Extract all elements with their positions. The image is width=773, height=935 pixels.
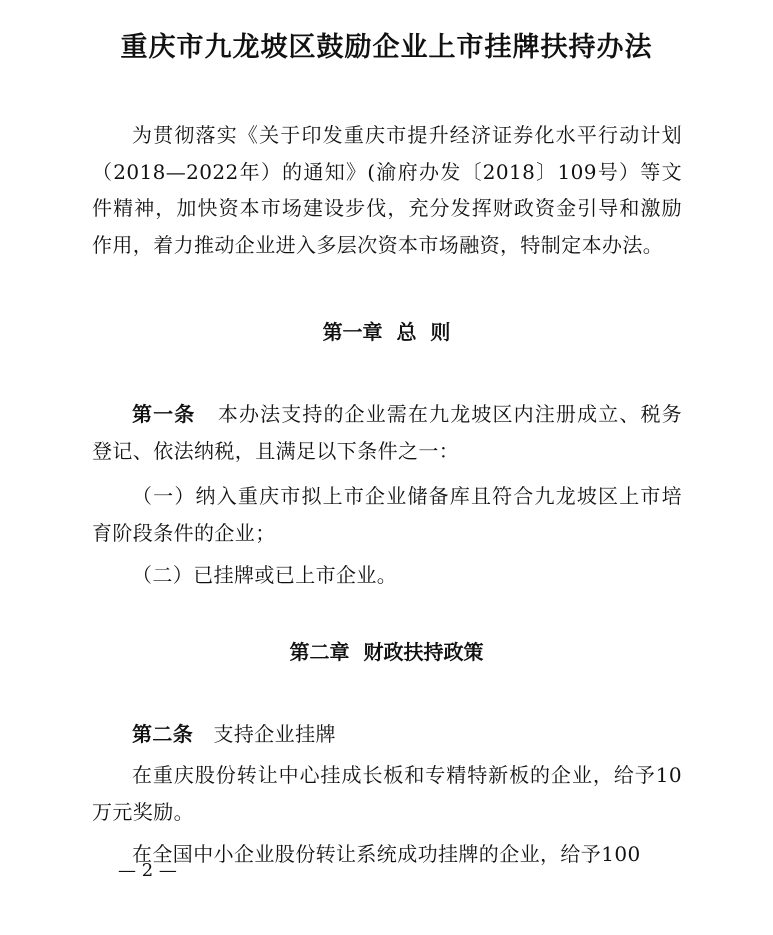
document-title: 重庆市九龙坡区鼓励企业上市挂牌扶持办法 (120, 32, 653, 63)
article-two-para-one: 在重庆股份转让中心挂成长板和专精特新板的企业，给予10万元奖励。 (92, 763, 682, 824)
article-one-paragraph (92, 396, 682, 469)
article-one-item-two: （二）已挂牌或已上市企业。 (132, 563, 398, 587)
article-two-text: 支持企业挂牌 (213, 722, 336, 746)
article-one-item-one: （一）纳入重庆市拟上市企业储备库且符合九龙坡区上市培育阶段条件的企业； (92, 484, 682, 545)
article-one-gap (195, 402, 217, 426)
preamble-paragraph: 为贯彻落实《关于印发重庆市提升经济证券化水平行动计划（2018—2022年）的通知》(渝府办发〔2018〕109号）等文件精神，加快资本市场建设步伐，充分发挥财政资金引导和激励作用，着力推动企业进入多层次资本市场融资，特制定本办法。 (92, 123, 682, 257)
article-one-text: 本办法支持的企业需在九龙坡区内注册成立、税务登记、依法纳税，且满足以下条件之一： (92, 402, 682, 463)
article-two-para-two: 在全国中小企业股份转让系统成功挂牌的企业，给予100 (132, 842, 641, 866)
chapter-one-heading: 第一章 总 则 (322, 320, 451, 344)
article-two-gap (193, 722, 213, 746)
chapter-two-heading: 第二章 财政扶持政策 (289, 640, 484, 664)
article-one-lead: 第一条 (132, 402, 196, 426)
page-number: — 2 — (118, 860, 177, 881)
article-two-paragraph (92, 716, 682, 753)
article-two-lead: 第二条 (132, 722, 194, 746)
